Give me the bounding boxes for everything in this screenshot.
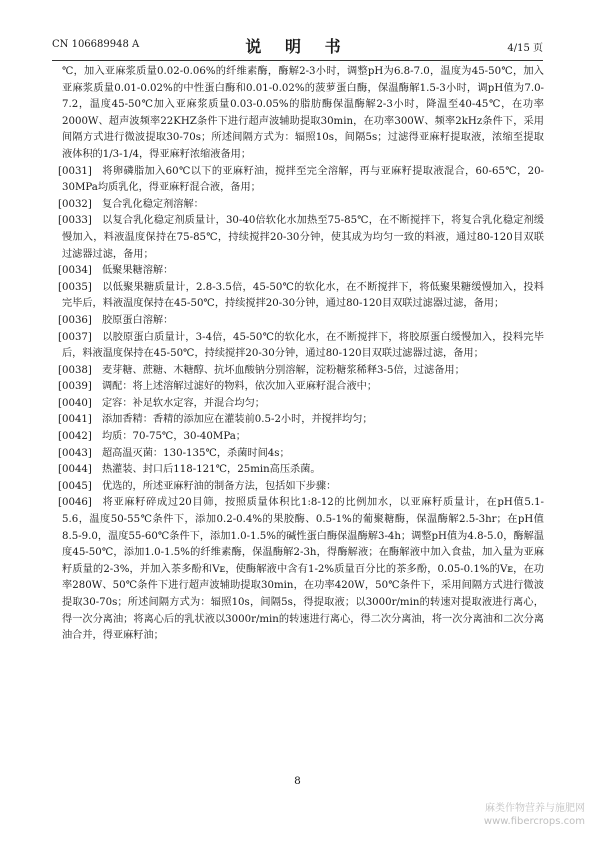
paragraph-text: 优选的，所述亚麻籽油的制备方法，包括如下步骤：: [102, 480, 337, 492]
paragraph-number: [0037]: [58, 331, 92, 343]
patent-number: CN 106689948 A: [52, 39, 140, 50]
page-title: 说 明 书: [245, 37, 350, 56]
paragraph-number: [0039]: [58, 381, 92, 393]
paragraph-number: [0034]: [58, 265, 92, 277]
paragraph: [58, 495, 544, 644]
paragraph-number: [0038]: [58, 364, 92, 376]
paragraph-number: [0046]: [58, 497, 92, 509]
paragraph: [58, 280, 544, 313]
paragraph: [58, 263, 544, 280]
paragraph: [58, 363, 544, 380]
paragraph-text: 以胶原蛋白质量计，3-4倍，45-50℃的软化水，在不断搅拌下，将胶原蛋白缓慢加入，投料完毕后，料液温度保持在45-50℃，持续搅拌20-30分钟，通过80-120目双联过滤器过滤，备用；: [62, 331, 544, 360]
page-count: 4/15 页: [507, 43, 543, 54]
paragraph-text: 热灌装、封口后118-121℃，25min高压杀菌。: [102, 464, 321, 476]
paragraph-number: [0040]: [58, 397, 92, 409]
paragraph-text: 定容：补足软水定容，并混合均匀；: [102, 397, 265, 409]
paragraph: [58, 412, 544, 429]
paragraph: [58, 462, 544, 479]
paragraph-number: [0045]: [58, 480, 92, 492]
paragraph: [58, 446, 544, 463]
paragraph-number: [0044]: [58, 464, 92, 476]
paragraph-number: [0041]: [58, 414, 92, 426]
paragraph: [58, 213, 544, 263]
paragraph-text: 超高温灭菌：130-135℃，杀菌时间4s；: [102, 447, 290, 459]
paragraph-text: 添加香精：香精的添加应在灌装前0.5-2小时，并搅拌均匀；: [102, 414, 373, 426]
paragraph-number: [0032]: [58, 198, 92, 210]
paragraph-number: [0035]: [58, 281, 92, 293]
watermark-url: www.fibercrops.com: [483, 816, 585, 827]
paragraph-text: 麦芽糖、蔗糖、木糖醇、抗坏血酸钠分别溶解，淀粉糖浆稀释3-5倍，过滤备用；: [102, 364, 465, 376]
header-divider: [52, 60, 543, 61]
document-body: [58, 64, 544, 645]
paragraph-number: [0033]: [58, 215, 92, 227]
paragraph-number: [0042]: [58, 431, 92, 443]
paragraph-text: 胶原蛋白溶解：: [102, 314, 174, 326]
paragraph-text: 低聚果糖溶解：: [102, 265, 174, 277]
paragraph-text: 将亚麻籽碎成过20目筛，按照质量体积比1:8-12的比例加水，以亚麻籽质量计，在pH值5.1-5.6，温度50-55℃条件下，添加0.2-0.4%的果胶酶、0.5-1%的葡聚糖酶，保温酶解2.5-3hr；在pH值8.5-9.0，温度55-60℃条件下，添加1.0-1.5%的碱性蛋白酶保温酶解3-4h；调整pH值为4.8-5.0，酶解温度45-50℃，添加1.0-1.5%的纤维素酶，保温酶解2-3h，得酶解液；在酶解液中加入食盐，加入量为亚麻籽质量的2-3%，并加入茶多酚和Vᴇ，使酶解液中含有1-2%质量百分比的茶多酚，0.05-0.1%的Vᴇ，在功率280W、50℃条件下进行超声波辅助提取30min，在功率420W，50℃条件下，采用间隔方式进行微波提取30-70s；所述间隔方式为：辐照10s，间隔5s，得提取液；以3000r/min的转速对提取液进行离心，得一次分离油；将离心后的乳状液以3000r/min的转速进行离心，得二次分离油，将一次分离油和二次分离油合并，得亚麻籽油；: [62, 497, 544, 642]
paragraph-number: [0036]: [58, 314, 92, 326]
paragraph: [58, 313, 544, 330]
paragraph: [62, 64, 544, 164]
paragraph-text: 调配：将上述溶解过滤好的物料，依次加入亚麻籽混合液中；: [102, 381, 378, 393]
paragraph-text: 将卵磷脂加入60℃以下的亚麻籽油，搅拌至完全溶解，再与亚麻籽提取液混合，60-65℃，20-30MPa均质乳化，得亚麻籽混合液，备用；: [62, 165, 544, 194]
paragraph-number: [0043]: [58, 447, 92, 459]
paragraph: [58, 379, 544, 396]
paragraph-text: 以复合乳化稳定剂质量计，30-40倍软化水加热至75-85℃，在不断搅拌下，将复合乳化稳定剂缓慢加入，料液温度保持在75-85℃，持续搅拌20-30分钟，使其成为均匀一致的料液，通过80-120目双联过滤器过滤，备用；: [62, 215, 544, 260]
paragraph-text: 以低聚果糖质量计，2.8-3.5倍，45-50℃的软化水，在不断搅拌下，将低聚果糖缓慢加入，投料完毕后，料液温度保持在45-50℃，持续搅拌20-30分钟，通过80-120目双联过滤器过滤，备用；: [62, 281, 544, 310]
paragraph: [58, 479, 544, 496]
paragraph: [58, 197, 544, 214]
paragraph-text: 均质：70-75℃，30-40MPa；: [102, 431, 246, 443]
paragraph: [58, 164, 544, 197]
paragraph: [58, 330, 544, 363]
paragraph: [58, 429, 544, 446]
page-number: 8: [294, 775, 301, 787]
watermark-site-name: 麻类作物营养与施肥网: [485, 803, 585, 814]
paragraph-text: 复合乳化稳定剂溶解：: [102, 198, 204, 210]
paragraph: [58, 396, 544, 413]
paragraph-text: ℃，加入亚麻浆质量0.02-0.06%的纤维素酶，酶解2-3小时，调整pH为6.8-7.0，温度为45-50℃，加入亚麻浆质量0.01-0.02%的中性蛋白酶和0.01-0.02%的菠萝蛋白酶，保温酶解1.5-3小时，调pH值为7.0-7.2，温度45-50℃加入亚麻浆质量0.03-0.05%的脂肪酶保温酶解2-3小时，降温至40-45℃，在功率2000W、超声波频率22KHZ条件下进行超声波辅助提取30min，在功率300W、频率2kHz条件下，采用间隔方式进行微波提取30-70s；所述间隔方式为：辐照10s，间隔5s；过滤得亚麻籽提取液，浓缩至提取液体积的1/3-1/4，得亚麻籽浓缩液备用；: [62, 66, 544, 160]
paragraph-number: [0031]: [58, 165, 92, 177]
watermark: [484, 802, 585, 828]
page-header: [52, 34, 543, 58]
